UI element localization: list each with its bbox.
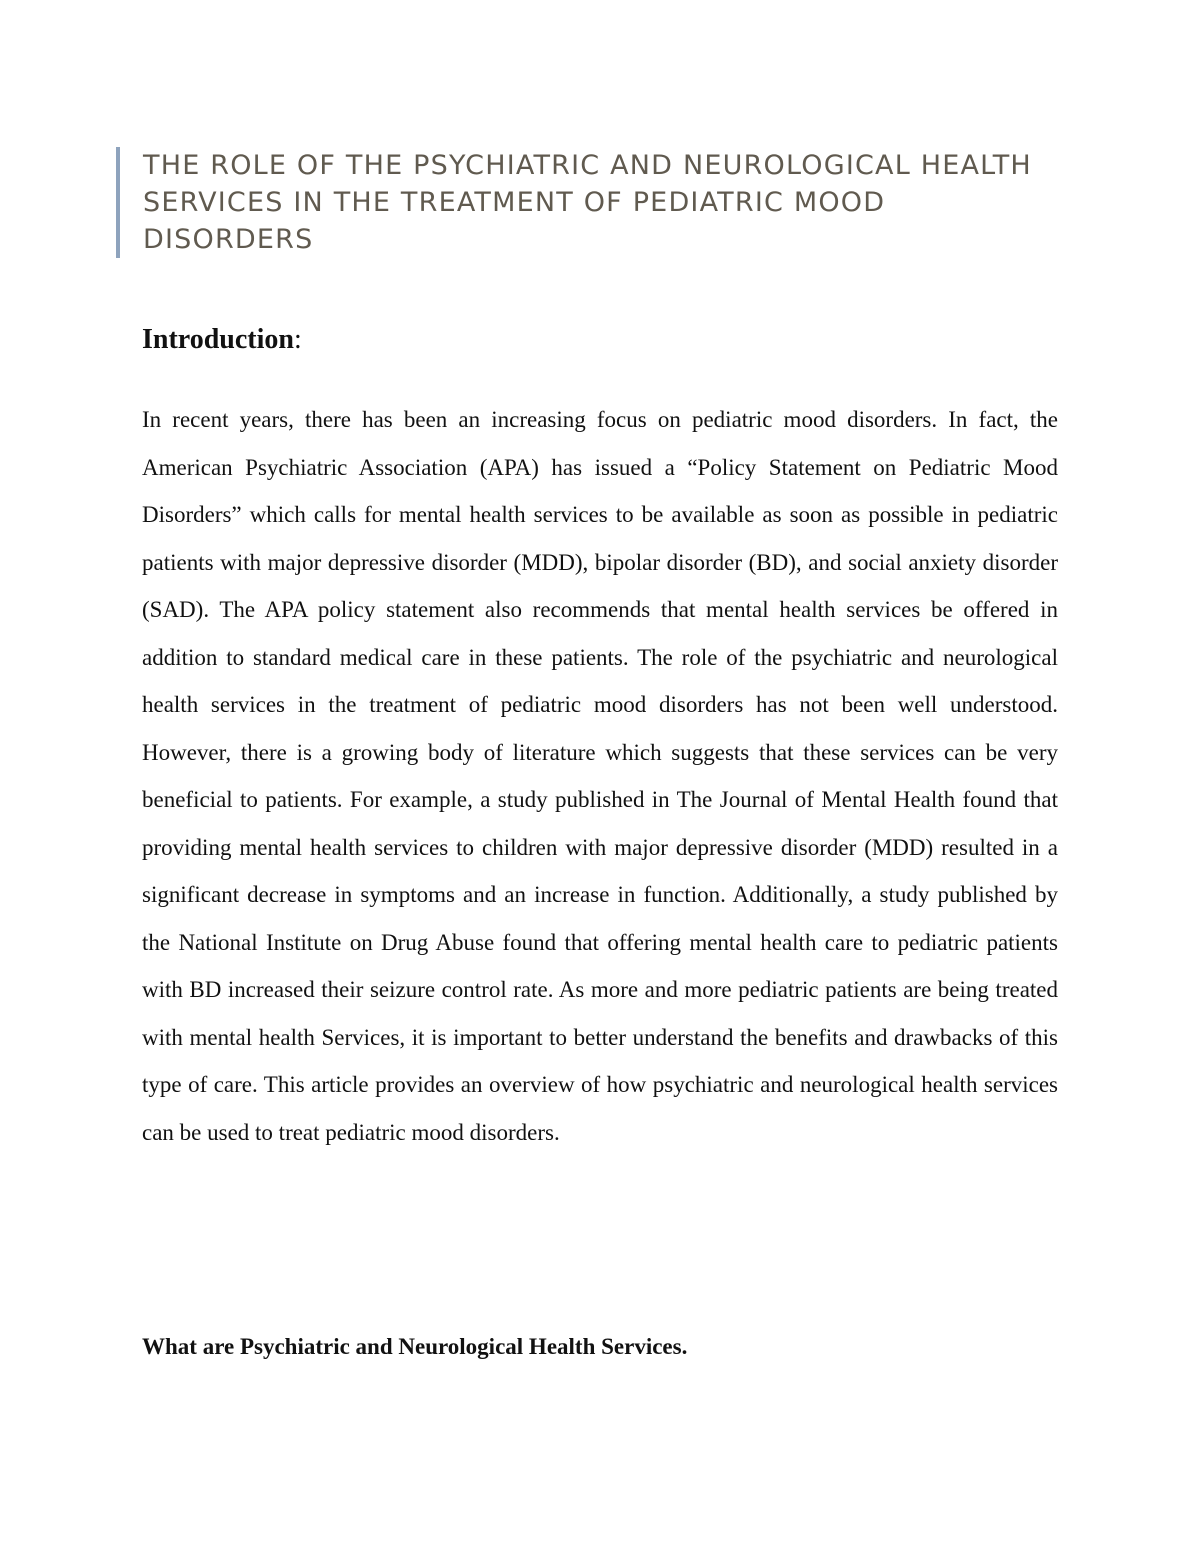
introduction-paragraph: In recent years, there has been an increasing focus on pediatric mood disorders. In fact, the American Psychiatric Association (APA) has issued a “Policy Statement on Pediatric Mood Disorders” which calls for mental health services to be available as soon as possible in pediatric patients with major depressive disorder (MDD), bipolar disorder (BD), and social anxiety disorder (SAD). The APA policy statement also recommends that mental health services be offered in addition to standard medical care in these patients. The role of the psychiatric and neurological health services in the treatment of pediatric mood disorders has not been well understood. However, there is a growing body of literature which suggests that these services can be very beneficial to patients. For example, a study published in The Journal of Mental Health found that providing mental health services to children with major depressive disorder (MDD) resulted in a significant decrease in symptoms and an increase in function. Additionally, a study published by the National Institute on Drug Abuse found that offering mental health care to pediatric patients with BD increased their seizure control rate. As more and more pediatric patients are being treated with mental health Services, it is important to better understand the benefits and drawbacks of this type of care. This article provides an overview of how psychiatric and neurological health services can be used to treat pediatric mood disorders.	[142, 407, 1058, 1145]
introduction-heading-colon: :	[293, 324, 302, 355]
title-block	[116, 147, 1063, 258]
section-heading: What are Psychiatric and Neurological Health Services.	[142, 1334, 688, 1359]
introduction-heading	[142, 320, 302, 360]
document-title: THE ROLE OF THE PSYCHIATRIC AND NEUROLOGICAL HEALTH SERVICES IN THE TREATMENT OF PEDIATRIC MOOD DISORDERS	[143, 150, 1032, 255]
introduction-heading-text: Introduction	[142, 324, 294, 355]
